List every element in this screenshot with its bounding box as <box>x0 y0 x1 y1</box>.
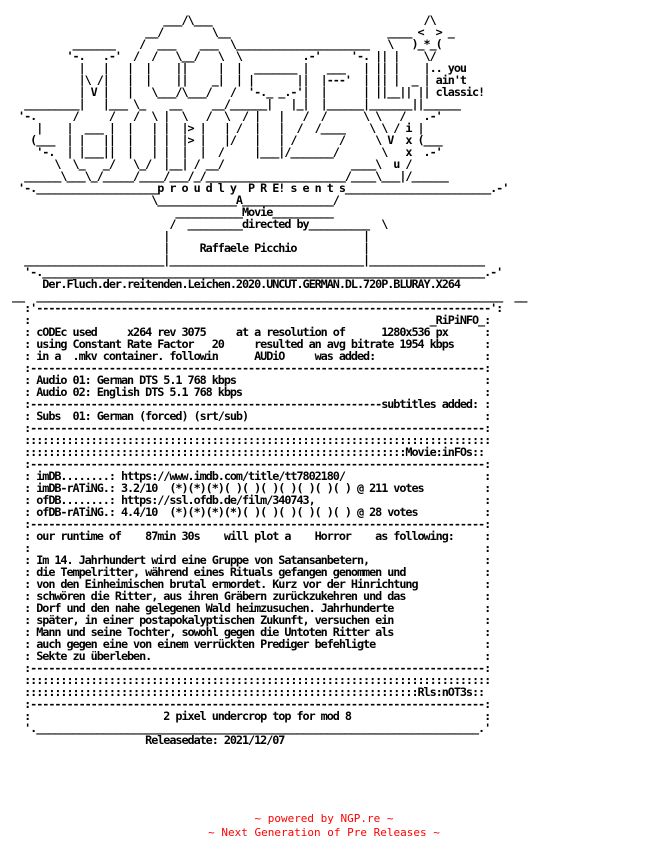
nfo-text-block: ___/\___ /\ __/ \__ ____ < > _ _______ / ___ ___ \______________________ \ )_*_( '-. .-' / / \__/ \ \ .-' '-. || | \/ | | | | || | | _______ | ___ | || | |.. you |\ /| | | || _| | | || |---' | || | _ | ain't | V | | \___/\___/ / '-._ _.-'| | | ||__|| || classic! _________| |___ \_ __ __/______| |_| |______|_______||______ '-. / / / \ | \ / \ / | | / / \ \ / .-' | | ___ | | | | |> | | / | | / /____ \ \ / i | (___ | | || | | | |> | |/ | | / / \ V x (___ '-. | |___|| | | | | | / |___|/_______/ \ x .-' \ \_ _/ \_/ |__| / __/ ____\ u / ______\___\_/_____/____/___/_/_______________________/____\___|/______ '-.____________________p r o u d l y P R E! s e n t s________________________.-' \_____________A_______________/ ___________Movie__________ / _________directed by__________ \ | | | Raffaele Picchio | _______________________|________________________________|___________________ '-._________________________________________________________________________.-' Der.Fluch.der.reitenden.Leichen.2020.UNCUT.GERMAN.DL.720P.BLURAY.X264 __ _____________________________________________________________________________ __ :'---------------------------------------------------------------------------': : _RiPiNFO_: : cODEc used x264 rev 3075 at a resolution of 1280x536 px : : using Constant Rate Factor 20 resulted an avg bitrate 1954 kbps : : in a .mkv container. followin AUDiO was added: : :---------------------------------------------------------------------------: : Audio 01: German DTS 5.1 768 kbps : : Audio 02: English DTS 5.1 768 kbps : :----------------------------------------------------------subtitles added: : : Subs 01: German (forced) (srt/sub) : :---------------------------------------------------------------------------: ::::::::::::::::::::::::::::::::::::::::::::::::::::::::::::::::::::::::::::: :::::::::::::::::::::::::::::::::::::::::::::::::::::::::::::::Movie:inFOs:: :---------------------------------------------------------------------------: : imDB........: https://www.imdb.com/title/tt7802180/ : : imDB-rATiNG.: 3.2/10 (*)(*)(*)( )( )( )( )( )( )( ) @ 211 votes : : ofDB........: https://ssl.ofdb.de/film/340743, : : ofDB-rATiNG.: 4.4/10 (*)(*)(*)(*)( )( )( )( )( )( ) @ 28 votes : :---------------------------------------------------------------------------: : our runtime of 87min 30s will plot a Horror as following: : : : : Im 14. Jahrhundert wird eine Gruppe von Satansanbetern, : : die Tempelritter, während eines Rituals gefangen genommen und : : von den Einheimischen brutal ermordet. Kurz vor der Hinrichtung : : schwören die Ritter, aus ihren Gräbern zurückzukehren und das : : Dorf und den nahe gelegenen Wald heimzusuchen. Jahrhunderte : : später, in einer postapokalyptischen Zukunft, versuchen ein : : Mann und seine Tochter, sowohl gegen die Untoten Ritter als : : auch gegen eine von einem verrückten Prediger befehligte : : Sekte zu überleben. : :---------------------------------------------------------------------------: ::::::::::::::::::::::::::::::::::::::::::::::::::::::::::::::::::::::::::::: :::::::::::::::::::::::::::::::::::::::::::::::::::::::::::::::::Rls:nOT3s:: :---------------------------------------------------------------------------: : 2 pixel undercrop top for mod 8 : '._________________________________________________________________________.' Releasedate: 2021/12/07 <box>12 14 527 747</box>
footer-powered-by: ~ powered by NGP.re ~ <box>254 812 394 825</box>
footer-tagline: ~ Next Generation of Pre Releases ~ <box>208 826 440 839</box>
